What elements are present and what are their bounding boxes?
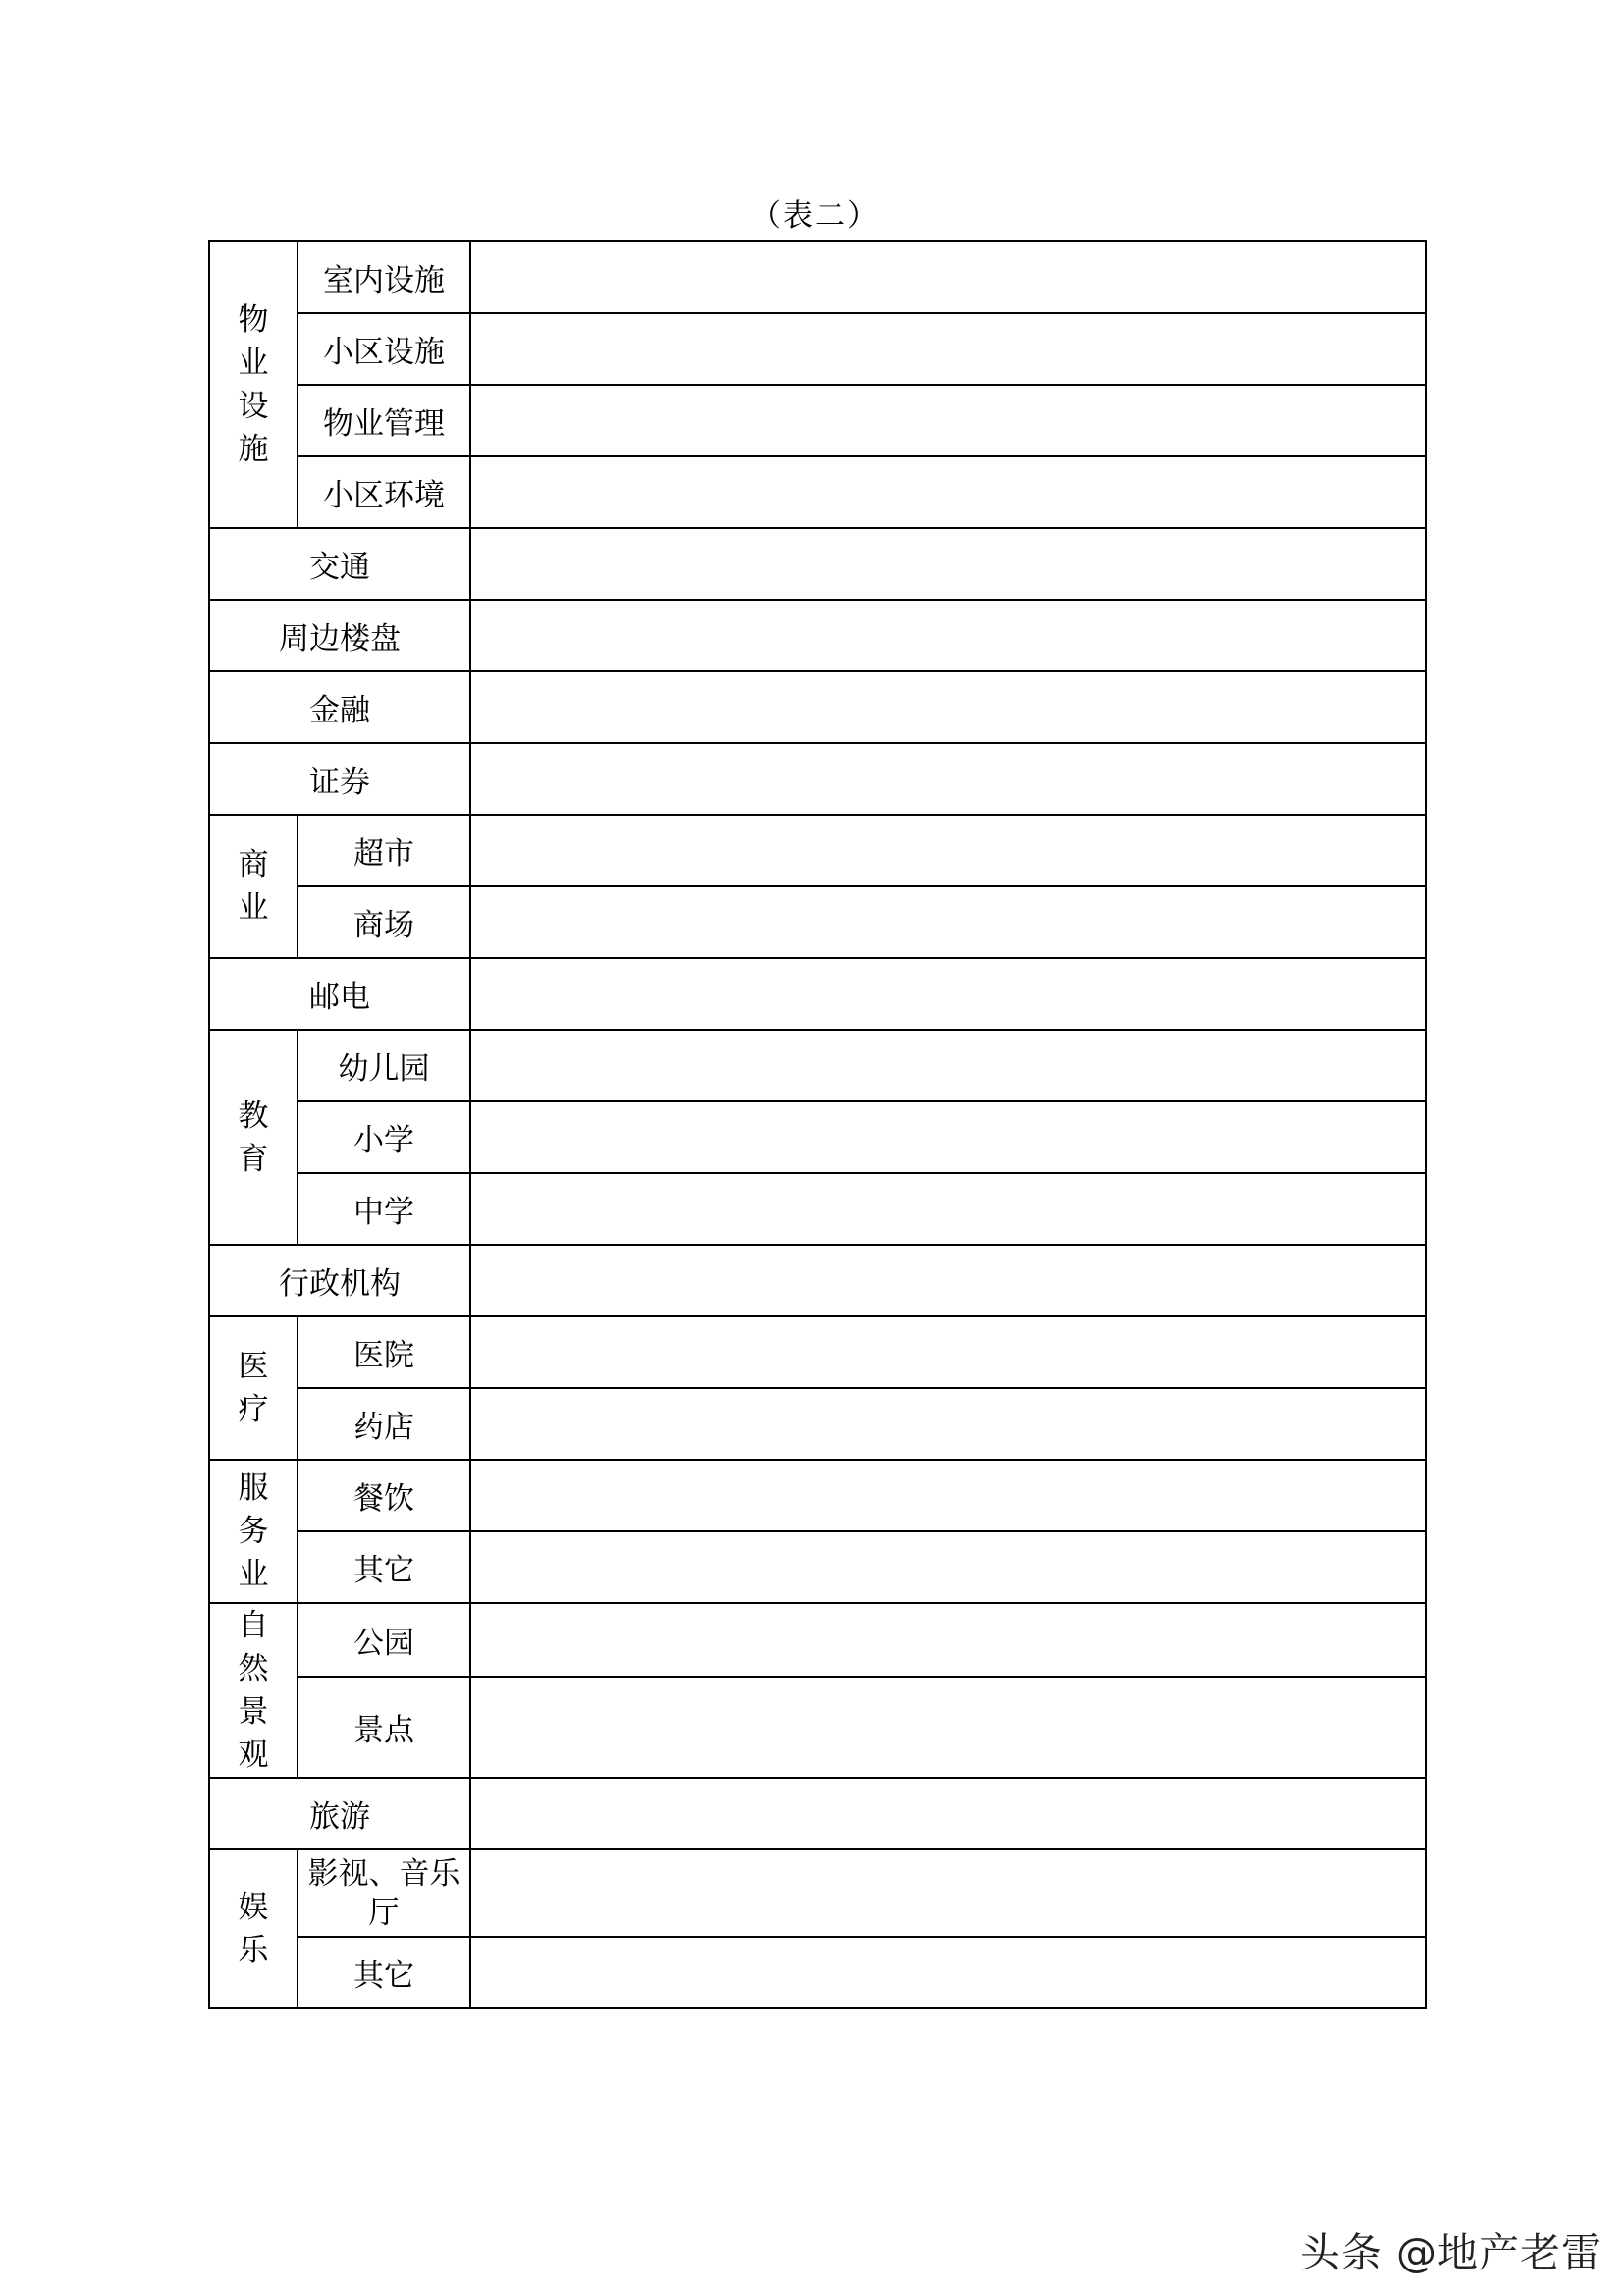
table-row [209, 1173, 1426, 1245]
group-entertainment [209, 1849, 298, 2008]
group-label [210, 843, 297, 930]
value-cell-scenic[interactable] [470, 1677, 1426, 1778]
value-cell-supermarket[interactable] [470, 815, 1426, 886]
group-label [210, 1095, 297, 1181]
value-cell-service-other[interactable] [470, 1531, 1426, 1603]
row-label-hospital: 医院 [298, 1316, 470, 1388]
group-medical [209, 1316, 298, 1460]
table-row [209, 743, 1426, 815]
value-cell-mall[interactable] [470, 886, 1426, 958]
row-label-securities: 证券 [209, 743, 470, 815]
group-label-char: 业 [238, 1557, 269, 1592]
group-service [209, 1460, 298, 1603]
group-label-char: 疗 [238, 1392, 269, 1427]
row-label-admin: 行政机构 [209, 1245, 470, 1316]
row-label-primary: 小学 [298, 1101, 470, 1173]
row-label-nearby: 周边楼盘 [209, 600, 470, 671]
group-label-char: 设 [238, 389, 269, 424]
group-label-char: 景 [238, 1694, 269, 1730]
table-row [209, 1245, 1426, 1316]
group-label-char: 观 [238, 1737, 269, 1773]
row-label-supermarket: 超市 [298, 815, 470, 886]
row-label-scenic: 景点 [298, 1677, 470, 1778]
row-label-dining: 餐饮 [298, 1460, 470, 1531]
value-cell-nearby[interactable] [470, 600, 1426, 671]
table-row [209, 1849, 1426, 1937]
group-label-char: 业 [238, 346, 269, 381]
row-label-tourism: 旅游 [209, 1778, 470, 1849]
value-cell-finance[interactable] [470, 671, 1426, 743]
table-row [209, 1030, 1426, 1101]
group-label-char: 商 [238, 847, 269, 882]
value-cell-hospital[interactable] [470, 1316, 1426, 1388]
value-cell-park[interactable] [470, 1603, 1426, 1677]
table-row [209, 528, 1426, 600]
group-label-char: 医 [238, 1349, 269, 1384]
group-label-char: 娱 [238, 1890, 269, 1925]
row-label-management: 物业管理 [298, 385, 470, 456]
table-row [209, 1603, 1426, 1677]
value-cell-management[interactable] [470, 385, 1426, 456]
value-cell-post[interactable] [470, 958, 1426, 1030]
row-label-finance: 金融 [209, 671, 470, 743]
value-cell-cinema[interactable] [470, 1849, 1426, 1937]
value-cell-primary[interactable] [470, 1101, 1426, 1173]
row-label-ent-other: 其它 [298, 1937, 470, 2008]
row-label-cinema: 影视、音乐厅 [298, 1849, 470, 1937]
value-cell-kindergarten[interactable] [470, 1030, 1426, 1101]
row-label-community: 小区设施 [298, 313, 470, 385]
row-label-kindergarten: 幼儿园 [298, 1030, 470, 1101]
group-label-char: 务 [238, 1514, 269, 1549]
row-label-middle: 中学 [298, 1173, 470, 1245]
row-label-post: 邮电 [209, 958, 470, 1030]
group-label-char: 教 [238, 1097, 269, 1134]
group-label-char: 然 [238, 1651, 269, 1686]
table-row [209, 958, 1426, 1030]
value-cell-tourism[interactable] [470, 1778, 1426, 1849]
value-cell-admin[interactable] [470, 1245, 1426, 1316]
table-row [209, 1388, 1426, 1460]
value-cell-ent-other[interactable] [470, 1937, 1426, 2008]
row-label-traffic: 交通 [209, 528, 470, 600]
row-label-environment: 小区环境 [298, 456, 470, 528]
group-label-char: 施 [238, 432, 269, 467]
group-label [210, 1604, 297, 1777]
value-cell-traffic[interactable] [470, 528, 1426, 600]
row-label-indoor: 室内设施 [298, 241, 470, 313]
value-cell-indoor[interactable] [470, 241, 1426, 313]
group-label-char: 业 [238, 890, 269, 926]
table-row [209, 1531, 1426, 1603]
table-row [209, 815, 1426, 886]
table-row [209, 313, 1426, 385]
table-row [209, 1778, 1426, 1849]
group-label-char: 自 [238, 1608, 269, 1643]
table-row [209, 886, 1426, 958]
table-row [209, 671, 1426, 743]
group-label [210, 298, 297, 471]
table-row [209, 241, 1426, 313]
group-label-char: 育 [238, 1141, 269, 1177]
group-label [210, 1886, 297, 1972]
group-commerce [209, 815, 298, 958]
value-cell-community[interactable] [470, 313, 1426, 385]
group-label-char: 乐 [238, 1933, 269, 1968]
table-row [209, 1460, 1426, 1531]
table-row [209, 456, 1426, 528]
survey-table [208, 240, 1427, 2009]
row-label-pharmacy: 药店 [298, 1388, 470, 1460]
value-cell-pharmacy[interactable] [470, 1388, 1426, 1460]
value-cell-securities[interactable] [470, 743, 1426, 815]
row-label-service-other: 其它 [298, 1531, 470, 1603]
table-row [209, 1316, 1426, 1388]
table-row [209, 1677, 1426, 1778]
table-title: （表二） [750, 198, 880, 234]
group-label-char: 物 [238, 302, 269, 338]
group-label [210, 1467, 297, 1596]
row-label-park: 公园 [298, 1603, 470, 1677]
table-row [209, 385, 1426, 456]
table-row [209, 600, 1426, 671]
group-label-char: 服 [238, 1470, 269, 1506]
value-cell-middle[interactable] [470, 1173, 1426, 1245]
table-row [209, 1101, 1426, 1173]
row-label-mall: 商场 [298, 886, 470, 958]
value-cell-dining[interactable] [470, 1460, 1426, 1531]
group-education [209, 1030, 298, 1245]
group-property [209, 241, 298, 528]
group-label [210, 1345, 297, 1431]
value-cell-environment[interactable] [470, 456, 1426, 528]
group-nature [209, 1603, 298, 1778]
table-row [209, 1937, 1426, 2008]
watermark-text: 头条 @地产老雷 [1299, 2229, 1602, 2276]
